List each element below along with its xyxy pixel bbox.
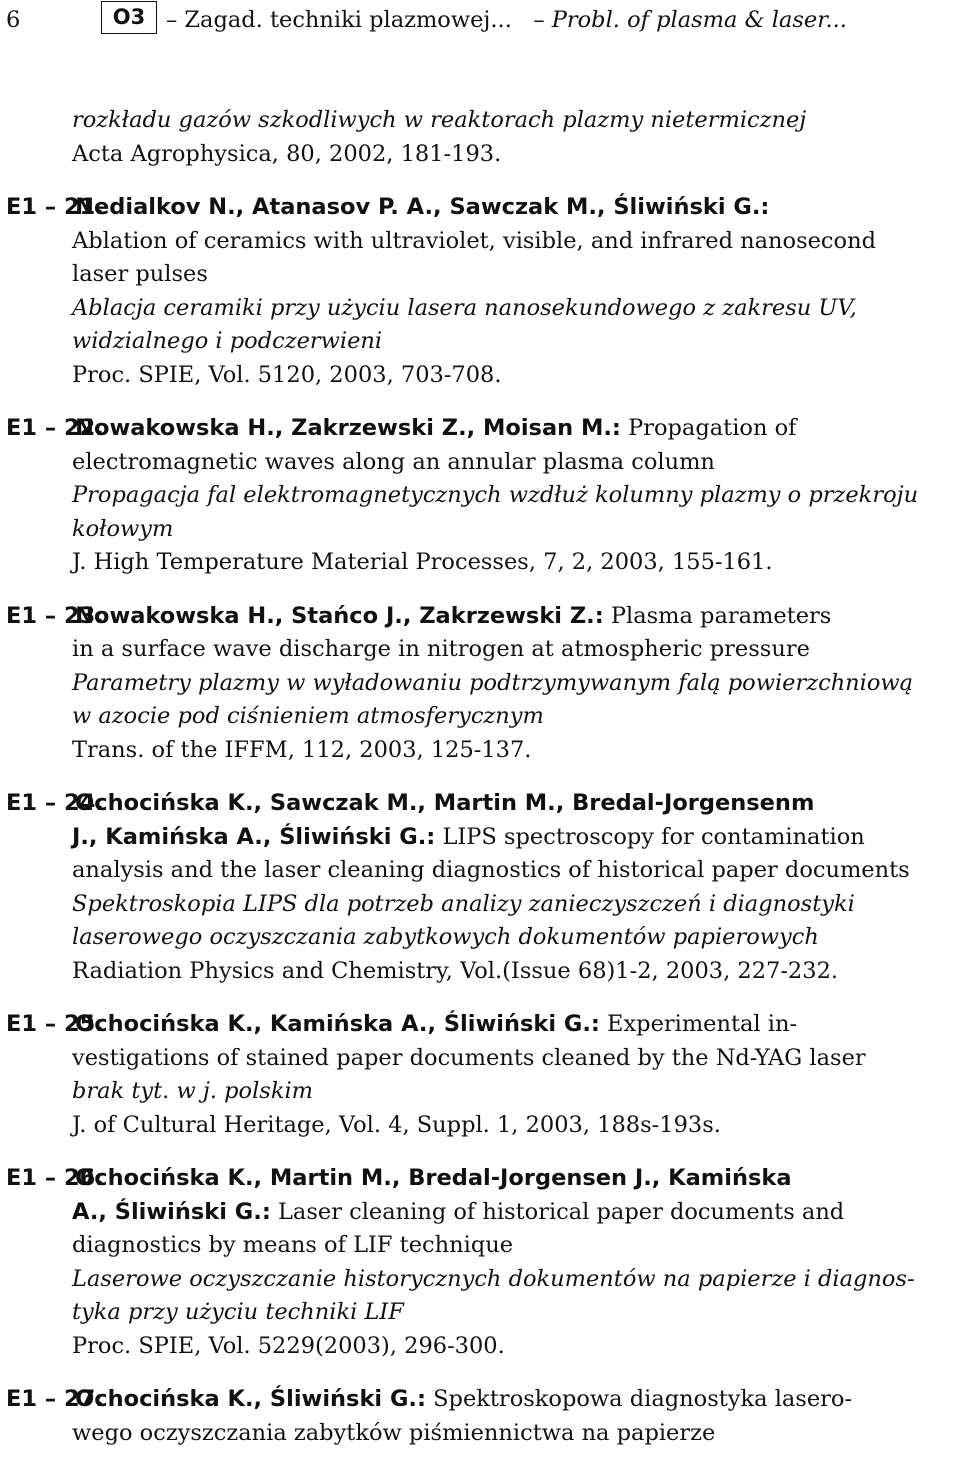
section-code-badge: O3 xyxy=(101,1,157,34)
entry-authors: A., Śliwiński G. xyxy=(72,1198,262,1225)
entry-title-pl: brak tyt. w j. polskim xyxy=(72,1078,314,1104)
entry-title-en: Laser cleaning of historical paper documents and xyxy=(277,1198,845,1225)
entry-title-pl: Ablacja ceramiki przy użyciu lasera nanosekundowego z zakresu UV, xyxy=(72,294,857,321)
continued-entry xyxy=(0,104,960,171)
entry-authors: Ochocińska K., Martin M., Bredal-Jorgensen J., Kamińska xyxy=(75,1165,792,1191)
entry-authors: Nedialkov N., Atanasov P. A., Sawczak M., Śliwiński G. xyxy=(75,194,761,220)
entry-title-pl: tyka przy użyciu techniki LIF xyxy=(72,1299,404,1325)
entry-code: E1 – 27. xyxy=(6,1386,104,1412)
entry-title-en: Ablation of ceramics with ultraviolet, visible, and infrared nanosecond xyxy=(72,227,876,254)
page-number: 6 xyxy=(6,7,21,33)
entry-title-pl: rozkładu gazów szkodliwych w reaktorach plazmy nietermicznej xyxy=(72,107,807,133)
entry-title-en: electromagnetic waves along an annular plasma column xyxy=(72,448,715,475)
entry-citation: Proc. SPIE, Vol. 5229(2003), 296-300. xyxy=(72,1332,505,1359)
entry-citation: Radiation Physics and Chemistry, Vol.(Issue 68)1-2, 2003, 227-232. xyxy=(72,957,839,984)
entry-title-pl: wego oczyszczania zabytków piśmiennictwa na papierze xyxy=(72,1419,716,1446)
entry-title-pl: Spektroskopia LIPS dla potrzeb analizy zanieczyszczeń i diagnostyki xyxy=(72,890,855,917)
entry-authors: Ochocińska K., Śliwiński G. xyxy=(75,1386,417,1412)
entry-code: E1 – 25. xyxy=(6,1011,104,1037)
entry-title-en: vestigations of stained paper documents cleaned by the Nd-YAG laser xyxy=(72,1044,866,1071)
header-dash: – xyxy=(533,7,545,33)
entry-title-en: Plasma parameters xyxy=(610,602,832,629)
entry-citation: Proc. SPIE, Vol. 5120, 2003, 703-708. xyxy=(72,361,502,388)
entry-citation: Trans. of the IFFM, 112, 2003, 125-137. xyxy=(72,736,532,763)
bib-entry: E1 – 24. Ochocińska K., Sawczak M., Martin M., Bredal-Jorgensenm J., Kamińska A., Śliwiński G.: LIPS spectroscopy for contamination analysis and the laser cleaning diagnostics of historical paper documents Spektroskopia LIPS dla potrzeb analizy zanieczyszczeń i diagnostyki laserowego oczyszczania zabytkowych dokumentów papierowych Radiation Physics and Chemistry, Vol.(Issue 68)1-2, 2003, 227-232. xyxy=(0,787,960,988)
running-header xyxy=(0,0,960,42)
entry-title-en: LIPS spectroscopy for contamination xyxy=(442,823,865,850)
entry-title-pl: Spektroskopowa diagnostyka lasero- xyxy=(433,1386,853,1412)
entry-title-en: laser pulses xyxy=(72,261,208,287)
header-title-en: Probl. of plasma & laser... xyxy=(551,7,847,33)
header-dash: – xyxy=(166,7,178,33)
entry-citation: J. of Cultural Heritage, Vol. 4, Suppl. 1, 2003, 188s-193s. xyxy=(72,1111,721,1138)
bib-entry: E1 – 25. Ochocińska K., Kamińska A., Śliwiński G.: Experimental in- vestigations of stained paper documents cleaned by the Nd-YAG laser brak tyt. w j. polskim J. of Cultural Heritage, Vol. 4, Suppl. 1, 2003, 188s-193s. xyxy=(0,1008,960,1142)
entry-title-pl: Laserowe oczyszczanie historycznych dokumentów na papierze i diagnos- xyxy=(72,1265,915,1292)
entry-title-pl: Parametry plazmy w wyładowaniu podtrzymywanym falą powierzchniową xyxy=(72,669,914,696)
entry-authors: Ochocińska K., Sawczak M., Martin M., Bredal-Jorgensenm xyxy=(75,790,815,816)
entry-title-en: analysis and the laser cleaning diagnostics of historical paper documents xyxy=(72,857,910,883)
entry-title-pl: widzialnego i podczerwieni xyxy=(72,328,383,354)
entry-code: E1 – 21. xyxy=(6,194,104,220)
entry-title-pl: w azocie pod ciśnieniem atmosferycznym xyxy=(72,703,544,729)
bib-entry: E1 – 22. Nowakowska H., Zakrzewski Z., Moisan M.: Propagation of electromagnetic waves along an annular plasma column Propagacja fal elektromagnetycznych wzdłuż kolumny plazmy o przekroju kołowym J. High Temperature Material Processes, 7, 2, 2003, 155-161. xyxy=(0,412,960,580)
entry-authors: Nowakowska H., Zakrzewski Z., Moisan M. xyxy=(75,415,612,441)
entry-code: E1 – 24. xyxy=(6,790,104,816)
header-title-pl: Zagad. techniki plazmowej... xyxy=(184,7,512,33)
bibliography-list xyxy=(0,104,960,1470)
entry-authors: Nowakowska H., Stańco J., Zakrzewski Z. xyxy=(75,602,595,629)
entry-title-pl: Propagacja fal elektromagnetycznych wzdłuż kolumny plazmy o przekroju xyxy=(72,482,919,508)
entry-code: E1 – 23. xyxy=(6,602,104,629)
bib-entry: E1 – 21. Nedialkov N., Atanasov P. A., Sawczak M., Śliwiński G.: Ablation of ceramics with ultraviolet, visible, and infrared nanosecond laser pulses Ablacja ceramiki przy użyciu lasera nanosekundowego z zakresu UV, widzialnego i podczerwieni Proc. SPIE, Vol. 5120, 2003, 703-708. xyxy=(0,191,960,392)
bib-entry: E1 – 27. Ochocińska K., Śliwiński G.: Spektroskopowa diagnostyka lasero- wego oczyszczania zabytków piśmiennictwa na papierze xyxy=(0,1383,960,1450)
header-title xyxy=(166,4,847,38)
entry-title-pl: laserowego oczyszczania zabytkowych dokumentów papierowych xyxy=(72,924,819,950)
entry-title-en: Propagation of xyxy=(628,415,797,441)
entry-citation: Acta Agrophysica, 80, 2002, 181-193. xyxy=(72,140,502,167)
entry-title-en: diagnostics by means of LIF technique xyxy=(72,1232,514,1258)
entry-code: E1 – 22. xyxy=(6,415,104,441)
bib-entry: E1 – 23. Nowakowska H., Stańco J., Zakrzewski Z.: Plasma parameters in a surface wave discharge in nitrogen at atmospheric pressure Parametry plazmy w wyładowaniu podtrzymywanym falą powierzchniową w azocie pod ciśnieniem atmosferycznym Trans. of the IFFM, 112, 2003, 125-137. xyxy=(0,600,960,768)
entry-citation: J. High Temperature Material Processes, 7, 2, 2003, 155-161. xyxy=(72,549,773,575)
entry-title-en: in a surface wave discharge in nitrogen at atmospheric pressure xyxy=(72,636,810,662)
entry-authors: Ochocińska K., Kamińska A., Śliwiński G. xyxy=(75,1011,591,1037)
entry-authors: J., Kamińska A., Śliwiński G. xyxy=(72,823,427,850)
entry-title-pl: kołowym xyxy=(72,515,174,542)
entry-code: E1 – 26. xyxy=(6,1165,104,1191)
entry-title-en: Experimental in- xyxy=(607,1011,798,1037)
bib-entry: E1 – 26. Ochocińska K., Martin M., Bredal-Jorgensen J., Kamińska A., Śliwiński G.: Laser cleaning of historical paper documents and diagnostics by means of LIF technique Laserowe oczyszczanie historycznych dokumentów na papierze i diagnos- tyka przy użyciu techniki LIF Proc. SPIE, Vol. 5229(2003), 296-300. xyxy=(0,1162,960,1363)
